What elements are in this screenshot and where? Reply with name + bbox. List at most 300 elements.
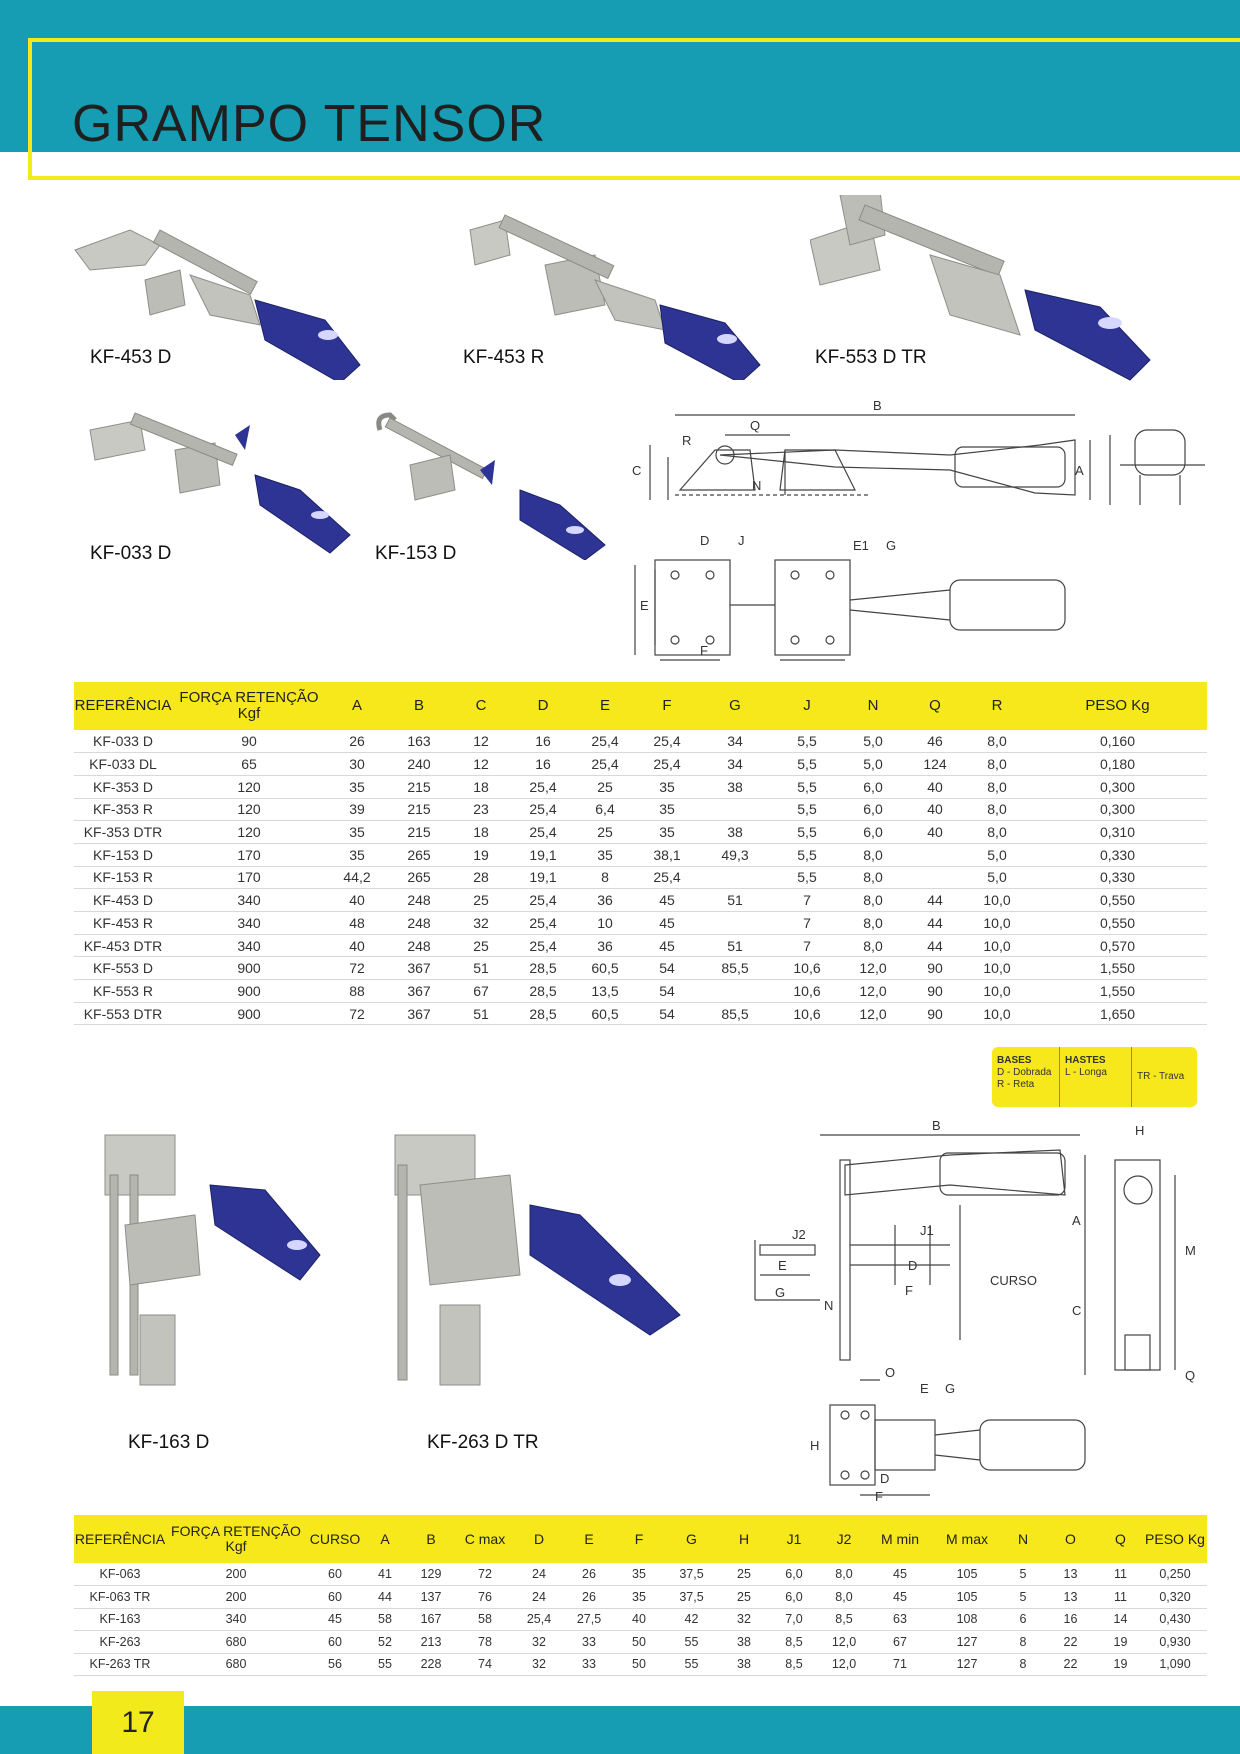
table-cell: 6,0 — [842, 775, 904, 798]
table-cell: 16 — [512, 730, 574, 753]
table-header-cell: M max — [931, 1515, 1003, 1563]
col-j: J — [772, 682, 842, 730]
table-cell: 45 — [306, 1608, 364, 1631]
table-cell: KF-453 D — [74, 889, 172, 912]
table-cell: 28,5 — [512, 1002, 574, 1025]
table-cell: 44 — [904, 912, 966, 935]
col-q: Q — [904, 682, 966, 730]
table-cell: 44 — [364, 1586, 406, 1609]
dim-label: F — [905, 1283, 913, 1298]
clamp-photo-kf033d — [85, 405, 355, 555]
table-cell: 0,180 — [1028, 753, 1207, 776]
table-cell: 45 — [869, 1563, 931, 1586]
table-cell: 8,0 — [966, 775, 1028, 798]
table-cell: 37,5 — [664, 1586, 719, 1609]
table-cell: 105 — [931, 1563, 1003, 1586]
table-cell: 48 — [326, 912, 388, 935]
table-row — [74, 798, 1207, 821]
table-cell: 215 — [388, 775, 450, 798]
table-cell: 12 — [450, 753, 512, 776]
table-cell: 40 — [326, 934, 388, 957]
table-cell: 25,4 — [514, 1608, 564, 1631]
col-peso: PESO Kg — [1028, 682, 1207, 730]
table-cell: KF-153 R — [74, 866, 172, 889]
table-cell: 50 — [614, 1653, 664, 1676]
table-cell: 56 — [306, 1653, 364, 1676]
table-cell: 40 — [904, 798, 966, 821]
table-cell: 32 — [514, 1653, 564, 1676]
table-header-cell: C max — [456, 1515, 514, 1563]
legend-bases-item: D - Dobrada — [997, 1067, 1052, 1078]
table-cell: 8 — [1003, 1631, 1043, 1654]
table-cell: 58 — [364, 1608, 406, 1631]
table-cell: 38 — [698, 775, 772, 798]
table-cell: 35 — [614, 1586, 664, 1609]
table-cell: 41 — [364, 1563, 406, 1586]
table-cell: 8,0 — [842, 912, 904, 935]
dim-label: A — [1075, 463, 1084, 478]
table-cell — [698, 798, 772, 821]
table-header-cell: Q — [1098, 1515, 1143, 1563]
table-header-cell: J1 — [769, 1515, 819, 1563]
table-cell: 36 — [574, 889, 636, 912]
table-cell: 40 — [614, 1608, 664, 1631]
table-cell: 25 — [719, 1586, 769, 1609]
table-cell: 16 — [1043, 1608, 1098, 1631]
table-cell: 35 — [636, 775, 698, 798]
table-cell: 5,5 — [772, 775, 842, 798]
table-cell: 26 — [564, 1586, 614, 1609]
table-cell: KF-353 D — [74, 775, 172, 798]
table-cell: 45 — [636, 889, 698, 912]
table-cell: 50 — [614, 1631, 664, 1654]
table-cell: 38,1 — [636, 843, 698, 866]
dim-label: E — [640, 598, 649, 613]
dim-label: A — [1072, 1213, 1081, 1228]
table-cell: 19 — [1098, 1631, 1143, 1654]
table-cell: 45 — [869, 1586, 931, 1609]
table-row — [74, 1608, 1207, 1631]
table-cell: 10,0 — [966, 912, 1028, 935]
table-cell: 6,0 — [842, 798, 904, 821]
table-cell: 248 — [388, 934, 450, 957]
table-cell: 22 — [1043, 1653, 1098, 1676]
table-cell: 14 — [1098, 1608, 1143, 1631]
table-cell: 35 — [636, 798, 698, 821]
table-cell: 18 — [450, 775, 512, 798]
table-cell: 40 — [326, 889, 388, 912]
table-cell: 7 — [772, 889, 842, 912]
table-cell: 16 — [512, 753, 574, 776]
dim-label: E1 — [853, 538, 869, 553]
table-cell: 0,250 — [1143, 1563, 1207, 1586]
table-cell: KF-063 — [74, 1563, 166, 1586]
table-cell — [698, 866, 772, 889]
table-cell: 40 — [904, 775, 966, 798]
table-cell: 6,4 — [574, 798, 636, 821]
table-cell: 127 — [931, 1631, 1003, 1654]
table-cell: 33 — [564, 1631, 614, 1654]
table-cell: 25,4 — [512, 821, 574, 844]
dim-label: G — [945, 1381, 956, 1396]
table-cell: 228 — [406, 1653, 456, 1676]
table-cell: 51 — [698, 934, 772, 957]
clamp-photo-kf163d — [85, 1115, 355, 1395]
table-cell: 900 — [172, 1002, 326, 1025]
table-cell: 215 — [388, 798, 450, 821]
table-cell: 74 — [456, 1653, 514, 1676]
table-cell: 5 — [1003, 1563, 1043, 1586]
table-cell: 5,5 — [772, 821, 842, 844]
table-cell: 85,5 — [698, 1002, 772, 1025]
table-cell: 45 — [636, 934, 698, 957]
table-cell: 10,0 — [966, 889, 1028, 912]
table-cell: 19,1 — [512, 866, 574, 889]
table-cell: 32 — [719, 1608, 769, 1631]
table-cell: 163 — [388, 730, 450, 753]
table-cell: 12,0 — [842, 980, 904, 1003]
table-cell: 25,4 — [512, 775, 574, 798]
dim-label: G — [886, 538, 897, 553]
table-header-cell: B — [406, 1515, 456, 1563]
table-cell: 108 — [931, 1608, 1003, 1631]
table-cell: 85,5 — [698, 957, 772, 980]
table-cell: 6 — [1003, 1608, 1043, 1631]
legend-bases-item: R - Reta — [997, 1079, 1035, 1090]
table-cell: 72 — [456, 1563, 514, 1586]
table-cell: 25 — [450, 934, 512, 957]
table-row — [74, 775, 1207, 798]
table-cell: 124 — [904, 753, 966, 776]
dim-label: Q — [750, 418, 761, 433]
table-cell: 5,5 — [772, 730, 842, 753]
table-cell: 55 — [364, 1653, 406, 1676]
table-header-cell: M min — [869, 1515, 931, 1563]
table-cell: 49,3 — [698, 843, 772, 866]
table-cell: 67 — [869, 1631, 931, 1654]
dim-label: N — [752, 478, 762, 493]
table-cell: 170 — [172, 866, 326, 889]
table-cell: 0,330 — [1028, 866, 1207, 889]
dim-label: H — [1135, 1123, 1145, 1138]
col-forca: FORÇA RETENÇÃO Kgf — [172, 682, 326, 730]
table-cell: KF-353 R — [74, 798, 172, 821]
product-label: KF-453 R — [463, 347, 545, 368]
dim-label: B — [932, 1118, 941, 1133]
table-cell: 900 — [172, 957, 326, 980]
table-cell: 11 — [1098, 1586, 1143, 1609]
col-f: F — [636, 682, 698, 730]
table-cell: 10 — [574, 912, 636, 935]
legend-hastes-item: L - Longa — [1065, 1067, 1107, 1078]
table-cell: 25,4 — [574, 730, 636, 753]
table-cell: KF-453 R — [74, 912, 172, 935]
table-cell: 22 — [1043, 1631, 1098, 1654]
table-header-cell: N — [1003, 1515, 1043, 1563]
table-row — [74, 912, 1207, 935]
product-label: KF-163 D — [128, 1432, 210, 1453]
dim-label: E — [778, 1258, 787, 1273]
table-cell: 55 — [664, 1653, 719, 1676]
table-cell: 90 — [904, 1002, 966, 1025]
table-cell: 8,5 — [769, 1631, 819, 1654]
table-cell: 45 — [636, 912, 698, 935]
table-cell: KF-553 DTR — [74, 1002, 172, 1025]
col-d: D — [512, 682, 574, 730]
table-cell: 25,4 — [512, 798, 574, 821]
table-cell: 35 — [326, 843, 388, 866]
table-cell: 12 — [450, 730, 512, 753]
table-cell: 38 — [719, 1653, 769, 1676]
table-cell: 34 — [698, 753, 772, 776]
table-cell: 340 — [172, 889, 326, 912]
table-header-cell: FORÇA RETENÇÃO Kgf — [166, 1515, 306, 1563]
table-cell: 24 — [514, 1586, 564, 1609]
table-cell: 127 — [931, 1653, 1003, 1676]
table-cell: 90 — [172, 730, 326, 753]
page-number: 17 — [92, 1691, 184, 1754]
table-cell: 0,550 — [1028, 912, 1207, 935]
table-cell: 200 — [166, 1586, 306, 1609]
table-cell: 367 — [388, 980, 450, 1003]
table-row — [74, 889, 1207, 912]
legend-trava-item: TR - Trava — [1137, 1071, 1185, 1082]
table-cell: 200 — [166, 1563, 306, 1586]
table-cell — [698, 980, 772, 1003]
table-cell: 28,5 — [512, 980, 574, 1003]
table-row — [74, 1586, 1207, 1609]
table-cell: 35 — [574, 843, 636, 866]
table-cell: 55 — [664, 1631, 719, 1654]
product-label: KF-553 D TR — [815, 347, 927, 368]
table-row — [74, 980, 1207, 1003]
table-cell: 19 — [1098, 1653, 1143, 1676]
table-cell — [904, 843, 966, 866]
table-cell: 25,4 — [636, 866, 698, 889]
table-cell: 7 — [772, 934, 842, 957]
table-cell: 78 — [456, 1631, 514, 1654]
col-a: A — [326, 682, 388, 730]
table-row — [74, 1653, 1207, 1676]
table-cell: 248 — [388, 889, 450, 912]
table-cell: 60 — [306, 1563, 364, 1586]
table-header-cell: E — [564, 1515, 614, 1563]
col-g: G — [698, 682, 772, 730]
table-cell: 10,0 — [966, 980, 1028, 1003]
table-cell: 120 — [172, 798, 326, 821]
col-b: B — [388, 682, 450, 730]
product-label: KF-153 D — [375, 543, 457, 564]
table-cell: 0,320 — [1143, 1586, 1207, 1609]
table-cell — [698, 912, 772, 935]
product-label: KF-453 D — [90, 347, 172, 368]
table-cell: 0,550 — [1028, 889, 1207, 912]
table-cell: 25 — [719, 1563, 769, 1586]
table-cell: 63 — [869, 1608, 931, 1631]
table-cell: 10,6 — [772, 1002, 842, 1025]
spec-table-1 — [74, 682, 1207, 1025]
table-cell: 38 — [698, 821, 772, 844]
page-title: GRAMPO TENSOR — [72, 95, 547, 153]
table-cell: 5,5 — [772, 753, 842, 776]
table-cell: 27,5 — [564, 1608, 614, 1631]
table-cell: 54 — [636, 980, 698, 1003]
table-row — [74, 1002, 1207, 1025]
table-cell: 60,5 — [574, 1002, 636, 1025]
table-cell: 13,5 — [574, 980, 636, 1003]
product-label: KF-033 D — [90, 543, 172, 564]
table-cell: 5,0 — [842, 753, 904, 776]
table-cell: 8,0 — [842, 889, 904, 912]
col-c: C — [450, 682, 512, 730]
table-header-row — [74, 1515, 1207, 1563]
table-cell: 1,650 — [1028, 1002, 1207, 1025]
table-cell: KF-453 DTR — [74, 934, 172, 957]
table-cell: 24 — [514, 1563, 564, 1586]
col-r: R — [966, 682, 1028, 730]
table-cell: 51 — [698, 889, 772, 912]
table-header-cell: O — [1043, 1515, 1098, 1563]
dim-label: J2 — [792, 1227, 806, 1242]
table-cell: 67 — [450, 980, 512, 1003]
table-header-cell: D — [514, 1515, 564, 1563]
dim-label: E — [920, 1381, 929, 1396]
table-cell: 35 — [326, 775, 388, 798]
table-cell: 12,0 — [819, 1631, 869, 1654]
table-cell: 10,0 — [966, 1002, 1028, 1025]
clamp-photo-kf263dtr — [380, 1115, 690, 1395]
table-cell: 60,5 — [574, 957, 636, 980]
table-cell: 0,330 — [1028, 843, 1207, 866]
table-header-cell: J2 — [819, 1515, 869, 1563]
table-cell: 10,0 — [966, 934, 1028, 957]
table-cell: 25,4 — [636, 753, 698, 776]
table-header-cell: REFERÊNCIA — [74, 1515, 166, 1563]
table-cell: 11 — [1098, 1563, 1143, 1586]
table-cell: 44 — [904, 889, 966, 912]
table-header-cell: A — [364, 1515, 406, 1563]
table-cell: 680 — [166, 1653, 306, 1676]
dim-label: C — [1072, 1303, 1082, 1318]
table-cell: KF-553 D — [74, 957, 172, 980]
table-cell: 10,6 — [772, 957, 842, 980]
table-cell: 44,2 — [326, 866, 388, 889]
table-cell: 35 — [614, 1563, 664, 1586]
table-row — [74, 730, 1207, 753]
table-cell: KF-153 D — [74, 843, 172, 866]
table-cell: 19 — [450, 843, 512, 866]
table-cell: 44 — [904, 934, 966, 957]
dim-label: G — [775, 1285, 786, 1300]
clamp-photo-kf153d — [370, 410, 610, 560]
dim-label: CURSO — [990, 1273, 1037, 1288]
table-cell: 0,430 — [1143, 1608, 1207, 1631]
table-cell: 6,0 — [769, 1563, 819, 1586]
table-row — [74, 934, 1207, 957]
table-cell: 5 — [1003, 1586, 1043, 1609]
table-cell: 35 — [326, 821, 388, 844]
table-cell: 34 — [698, 730, 772, 753]
table-cell: 137 — [406, 1586, 456, 1609]
table-cell: 0,300 — [1028, 775, 1207, 798]
dim-label: D — [880, 1471, 890, 1486]
table-cell: 8,0 — [842, 934, 904, 957]
dim-label: O — [885, 1365, 896, 1380]
table-cell: 10,0 — [966, 957, 1028, 980]
legend-hastes-title: HASTES — [1065, 1055, 1106, 1066]
table-cell: 28,5 — [512, 957, 574, 980]
table-cell: 65 — [172, 753, 326, 776]
dim-label: M — [1185, 1243, 1196, 1258]
table-cell: 33 — [564, 1653, 614, 1676]
table-cell: 88 — [326, 980, 388, 1003]
dim-label: F — [700, 643, 708, 658]
table-row — [74, 1631, 1207, 1654]
table-cell: 213 — [406, 1631, 456, 1654]
table-row — [74, 843, 1207, 866]
table-cell: 54 — [636, 1002, 698, 1025]
table-cell: 72 — [326, 1002, 388, 1025]
table-cell: KF-163 — [74, 1608, 166, 1631]
table-cell: KF-553 R — [74, 980, 172, 1003]
table-cell: 265 — [388, 843, 450, 866]
dim-label: D — [700, 533, 710, 548]
table-cell: 8,0 — [842, 866, 904, 889]
table-cell: 40 — [904, 821, 966, 844]
table-row — [74, 957, 1207, 980]
legend-bases-title: BASES — [997, 1055, 1032, 1066]
table-cell: 900 — [172, 980, 326, 1003]
table-cell: 1,090 — [1143, 1653, 1207, 1676]
table-cell: 8,5 — [819, 1608, 869, 1631]
table-cell: 5,5 — [772, 866, 842, 889]
table-header-cell: F — [614, 1515, 664, 1563]
table-cell: 58 — [456, 1608, 514, 1631]
technical-drawing-top — [620, 395, 1220, 670]
table-cell: 39 — [326, 798, 388, 821]
table-cell — [904, 866, 966, 889]
table-header-cell: PESO Kg — [1143, 1515, 1207, 1563]
table-cell: 120 — [172, 821, 326, 844]
table-cell: 25,4 — [512, 912, 574, 935]
table-cell: 167 — [406, 1608, 456, 1631]
table-row — [74, 753, 1207, 776]
table-cell: 367 — [388, 957, 450, 980]
table-cell: 76 — [456, 1586, 514, 1609]
table-cell: 35 — [636, 821, 698, 844]
dim-label: C — [632, 463, 642, 478]
table-cell: 5,5 — [772, 798, 842, 821]
dim-label: J — [738, 533, 745, 548]
table-cell: 5,0 — [966, 866, 1028, 889]
dim-label: F — [875, 1489, 883, 1504]
dim-label: Q — [1185, 1368, 1196, 1383]
legend-box — [992, 1047, 1197, 1107]
table-cell: 25,4 — [512, 889, 574, 912]
table-cell: KF-263 — [74, 1631, 166, 1654]
table-cell: 8,0 — [966, 753, 1028, 776]
table-cell: 8,0 — [819, 1586, 869, 1609]
table-row — [74, 821, 1207, 844]
table-cell: 25,4 — [512, 934, 574, 957]
table-cell: KF-033 D — [74, 730, 172, 753]
dim-label: B — [873, 398, 882, 413]
table-cell: 30 — [326, 753, 388, 776]
table-cell: 8,0 — [819, 1563, 869, 1586]
table-cell: KF-353 DTR — [74, 821, 172, 844]
table-cell: 105 — [931, 1586, 1003, 1609]
table-cell: 54 — [636, 957, 698, 980]
